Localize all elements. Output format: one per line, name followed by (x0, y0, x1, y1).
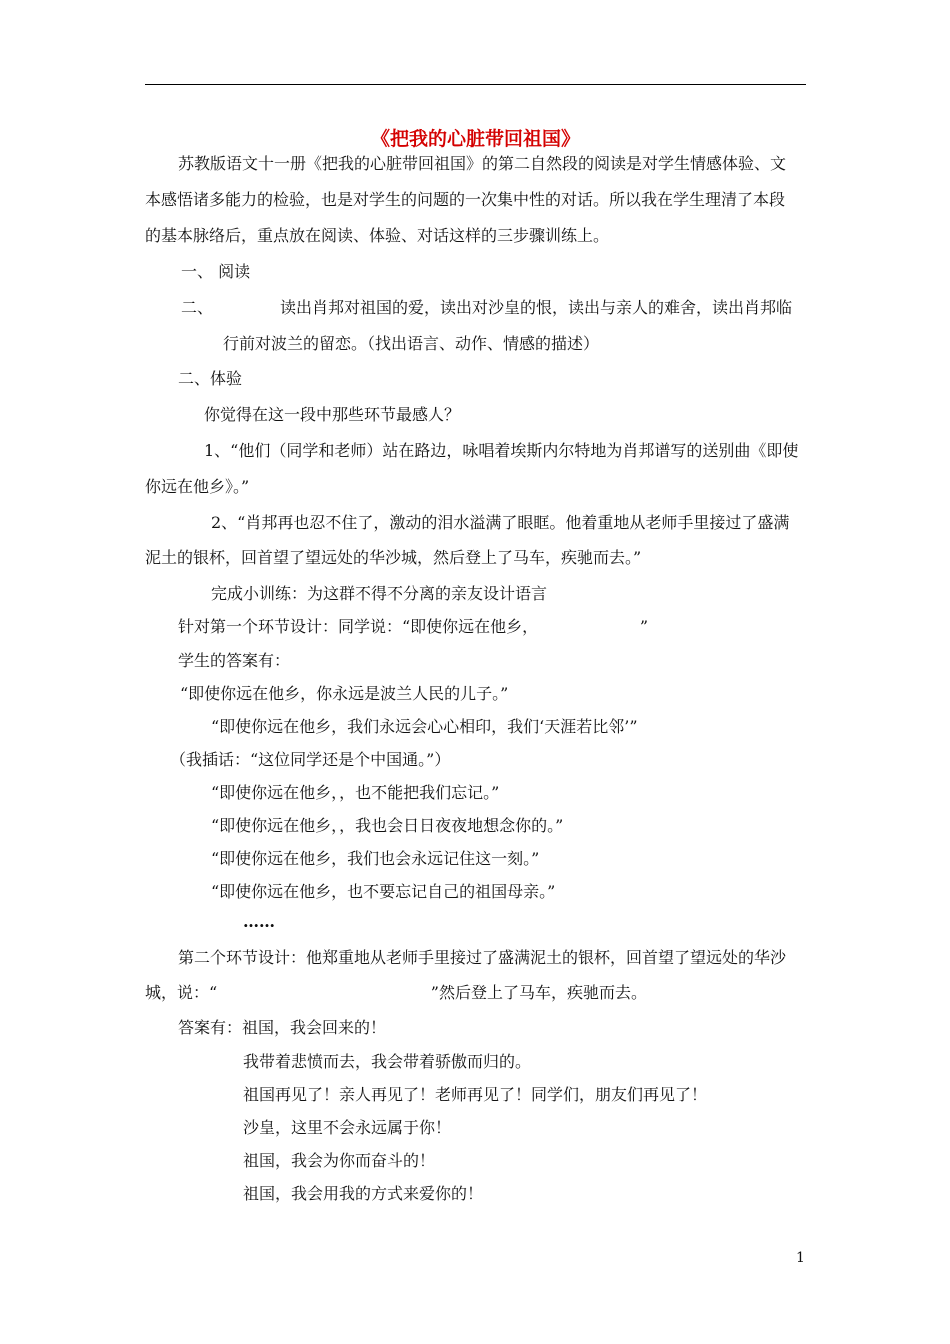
answer-line: 我带着悲愤而去，我会带着骄傲而归的。 (243, 1052, 532, 1071)
exercise-line: 针对第一个环节设计：同学说：“即使你远在他乡， ” (178, 617, 649, 636)
answer-line: “即使你远在他乡，我们也会永远记住这一刻。” (211, 849, 540, 868)
page-number: 1 (796, 1250, 805, 1266)
answer-line: 祖国，我会为你而奋斗的！ (243, 1151, 436, 1170)
quote-line: 你远在他乡》。” (145, 477, 250, 496)
answer-line: “即使你远在他乡，你永远是波兰人民的儿子。” (180, 684, 509, 703)
quote-line: 2、“肖邦再也忍不住了，激动的泪水溢满了眼眶。他着重地从老师手里接过了盛满 (211, 513, 790, 532)
list-item-text: 读出肖邦对祖国的爱，读出对沙皇的恨，读出与亲人的难舍，读出肖邦临 (280, 298, 793, 317)
paragraph-line: 苏教版语文十一册《把我的心脏带回祖国》的第二自然段的阅读是对学生情感体验、文 (178, 154, 787, 173)
list-marker: 二、 (181, 298, 214, 317)
answers-heading: 学生的答案有： (178, 651, 291, 670)
header-rule (145, 84, 806, 85)
comment-line: （我插话：“这位同学还是个中国通。”） (170, 750, 451, 769)
document-title: 《把我的心脏带回祖国》 (370, 128, 580, 150)
answer-line: “即使你远在他乡，，也不能把我们忘记。” (211, 783, 500, 802)
paragraph-line: 的基本脉络后，重点放在阅读、体验、对话这样的三步骤训练上。 (145, 226, 610, 245)
answer-line: 答案有：祖国，我会回来的！ (178, 1018, 387, 1037)
answer-line: “即使你远在他乡，，我也会日日夜夜地想念你的。” (211, 816, 564, 835)
answer-line: 祖国再见了！亲人再见了！老师再见了！同学们，朋友们再见了！ (243, 1085, 708, 1104)
quote-line: 1、“他们（同学和老师）站在路边，咏唱着埃斯内尔特地为肖邦谱写的送别曲《即使 (204, 441, 799, 460)
answer-line: “即使你远在他乡，我们永远会心心相印，我们‘天涯若比邻’” (211, 717, 638, 736)
answer-line: 祖国，我会用我的方式来爱你的！ (243, 1184, 484, 1203)
ellipsis: …… (243, 912, 275, 931)
exercise-line: 完成小训练：为这群不得不分离的亲友设计语言 (211, 584, 548, 603)
quote-line: 泥土的银杯，回首望了望远处的华沙城，然后登上了马车，疾驰而去。” (145, 548, 642, 567)
answer-line: “即使你远在他乡，也不要忘记自己的祖国母亲。” (211, 882, 556, 901)
question-line: 你觉得在这一段中那些环节最感人？ (204, 405, 461, 424)
exercise-line: 第二个环节设计：他郑重地从老师手里接过了盛满泥土的银杯，回首望了望远处的华沙 (178, 948, 787, 967)
paragraph-line: 本感悟诸多能力的检验，也是对学生的问题的一次集中性的对话。所以我在学生理清了本段 (145, 190, 786, 209)
answer-line: 沙皇，这里不会永远属于你！ (243, 1118, 452, 1137)
exercise-line: 城，说：“ ”然后登上了马车，疾驰而去。 (145, 983, 647, 1002)
section-heading-reading: 一、 阅读 (181, 262, 251, 281)
list-item-text: 行前对波兰的留恋。（找出语言、动作、情感的描述） (223, 334, 600, 353)
section-heading-experience: 二、体验 (178, 369, 243, 388)
